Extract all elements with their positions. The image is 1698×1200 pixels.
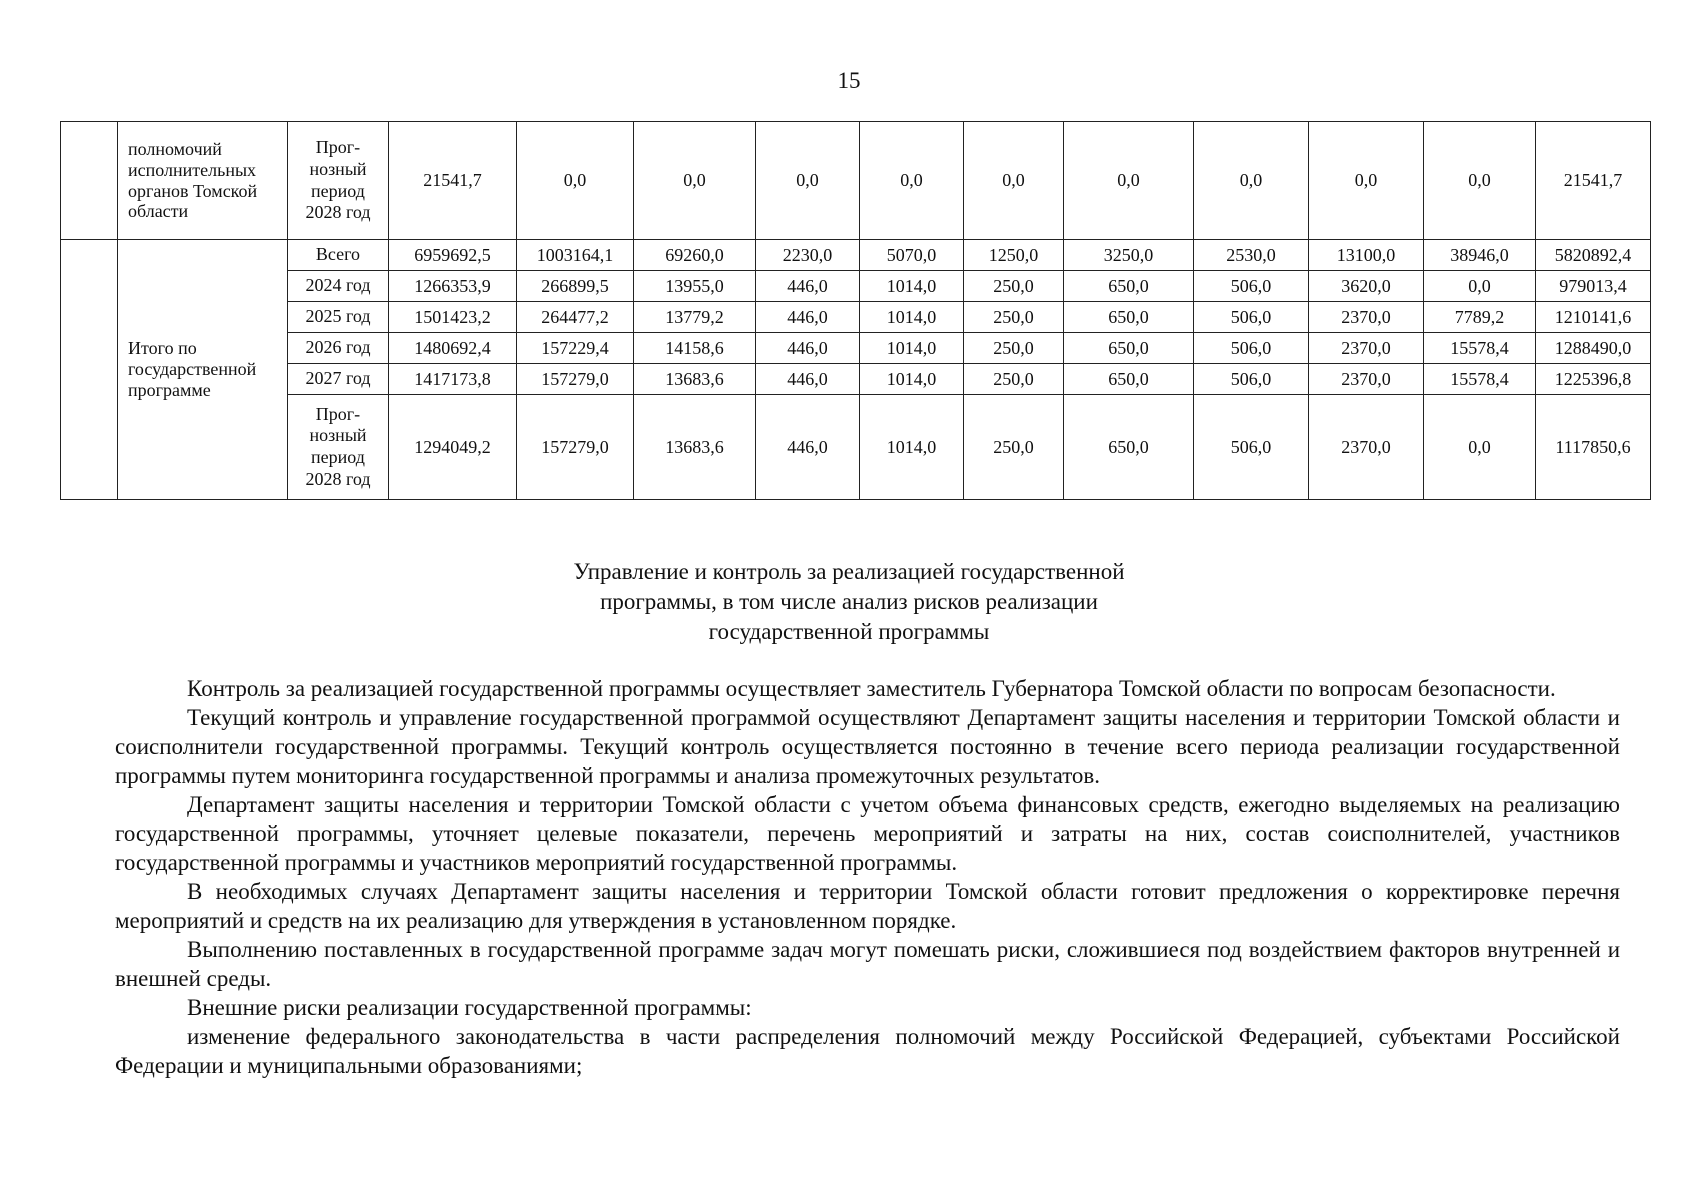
table-cell: 5820892,4	[1536, 240, 1651, 271]
table-cell: 446,0	[756, 364, 860, 395]
table-cell: 0,0	[1424, 395, 1536, 500]
paragraph: Департамент защиты населения и территории Томской области с учетом объема финансовых средств, ежегодно выделяемых на реализацию государственной программы, уточняет целевые показатели, перечень мероприятий и затраты на них, состав соисполнителей, участников государственной программы и участников мероприятий государственной программы.	[115, 792, 1620, 875]
table-cell: 0,0	[964, 122, 1064, 240]
table-cell: 15578,4	[1424, 364, 1536, 395]
table-cell: 446,0	[756, 333, 860, 364]
table-cell: 157229,4	[517, 333, 634, 364]
period-cell: Прог-нозный период 2028 год	[288, 395, 389, 500]
table-cell: 1294049,2	[389, 395, 517, 500]
table-cell: 650,0	[1064, 395, 1194, 500]
section-title	[0, 557, 1698, 647]
row-label: Итого по государственной программе	[118, 240, 288, 500]
table-cell: 1014,0	[860, 364, 964, 395]
table-cell: 3620,0	[1309, 271, 1424, 302]
table-cell: 650,0	[1064, 271, 1194, 302]
table-cell: 0,0	[634, 122, 756, 240]
table-cell: 69260,0	[634, 240, 756, 271]
table-cell: 0,0	[1424, 271, 1536, 302]
table-cell: 13683,6	[634, 364, 756, 395]
paragraph: Выполнению поставленных в государственной программе задач могут помешать риски, сложившиеся под воздействием факторов внутренней и внешней среды.	[115, 937, 1620, 991]
paragraph: В необходимых случаях Департамент защиты населения и территории Томской области готовит предложения о корректировке перечня мероприятий и средств на их реализацию для утверждения в установленном порядке.	[115, 879, 1620, 933]
paragraph: Контроль за реализацией государственной программы осуществляет заместитель Губернатора Томской области по вопросам безопасности.	[187, 676, 1556, 701]
table-cell: 1417173,8	[389, 364, 517, 395]
table-cell: 2370,0	[1309, 333, 1424, 364]
table-row	[61, 302, 1651, 333]
table-cell: 1480692,4	[389, 333, 517, 364]
table-cell: 250,0	[964, 395, 1064, 500]
table-cell: 446,0	[756, 271, 860, 302]
table-cell: 0,0	[1424, 122, 1536, 240]
table-cell: 5070,0	[860, 240, 964, 271]
table-cell: 1117850,6	[1536, 395, 1651, 500]
table-cell: 0,0	[1309, 122, 1424, 240]
table-cell: 0,0	[756, 122, 860, 240]
period-cell: 2026 год	[288, 333, 389, 364]
table-cell: 1014,0	[860, 395, 964, 500]
table-cell: 21541,7	[389, 122, 517, 240]
table-row	[61, 333, 1651, 364]
table-cell: 14158,6	[634, 333, 756, 364]
paragraph: Внешние риски реализации государственной программы:	[187, 995, 752, 1020]
table-cell: 506,0	[1194, 333, 1309, 364]
section-title-line: Управление и контроль за реализацией государственной	[573, 559, 1125, 584]
table-cell: 506,0	[1194, 364, 1309, 395]
table-row	[61, 364, 1651, 395]
table-cell: 250,0	[964, 333, 1064, 364]
table-cell: 2230,0	[756, 240, 860, 271]
body-text	[115, 674, 1620, 1080]
period-cell: Всего	[288, 240, 389, 271]
section-title-line: программы, в том числе анализ рисков реализации	[600, 589, 1098, 614]
table-cell: 13955,0	[634, 271, 756, 302]
page-number: 15	[837, 68, 861, 93]
period-cell: 2025 год	[288, 302, 389, 333]
table-cell: 21541,7	[1536, 122, 1651, 240]
table-cell: 157279,0	[517, 395, 634, 500]
table-cell: 650,0	[1064, 302, 1194, 333]
table-cell: 2370,0	[1309, 302, 1424, 333]
table-cell: 250,0	[964, 364, 1064, 395]
table-cell: 1014,0	[860, 302, 964, 333]
table-row	[61, 240, 1651, 271]
table-cell: 0,0	[1194, 122, 1309, 240]
table-cell: 1014,0	[860, 333, 964, 364]
table-cell: 506,0	[1194, 395, 1309, 500]
table-cell: 0,0	[860, 122, 964, 240]
table-cell: 250,0	[964, 302, 1064, 333]
table-cell: 0,0	[517, 122, 634, 240]
table-cell: 2370,0	[1309, 364, 1424, 395]
table-cell: 266899,5	[517, 271, 634, 302]
table-cell: 7789,2	[1424, 302, 1536, 333]
table-cell: 250,0	[964, 271, 1064, 302]
table-cell: 506,0	[1194, 271, 1309, 302]
table-cell: 1501423,2	[389, 302, 517, 333]
financing-table	[60, 121, 1651, 500]
table-cell: 264477,2	[517, 302, 634, 333]
table-cell: 2530,0	[1194, 240, 1309, 271]
paragraph: Текущий контроль и управление государственной программой осуществляют Департамент защиты населения и территории Томской области и соисполнители государственной программы. Текущий контроль осуществляется постоянно в течение всего периода реализации государственной программы путем мониторинга государственной программы и анализа промежуточных результатов.	[115, 705, 1620, 788]
table-cell: 3250,0	[1064, 240, 1194, 271]
table-cell: 13683,6	[634, 395, 756, 500]
table-cell: 15578,4	[1424, 333, 1536, 364]
table-cell: 1266353,9	[389, 271, 517, 302]
table-cell: 446,0	[756, 395, 860, 500]
period-cell: 2027 год	[288, 364, 389, 395]
table-cell-empty	[61, 240, 118, 500]
table-cell: 157279,0	[517, 364, 634, 395]
table-cell: 2370,0	[1309, 395, 1424, 500]
table-cell: 1210141,6	[1536, 302, 1651, 333]
table-cell: 6959692,5	[389, 240, 517, 271]
table-cell: 506,0	[1194, 302, 1309, 333]
table-cell: 1014,0	[860, 271, 964, 302]
table-cell: 650,0	[1064, 333, 1194, 364]
period-cell: 2024 год	[288, 271, 389, 302]
paragraph: изменение федерального законодательства в части распределения полномочий между Российской Федерацией, субъектами Российской Федерации и муниципальными образованиями;	[115, 1024, 1620, 1078]
table-cell: 38946,0	[1424, 240, 1536, 271]
table-cell: 1225396,8	[1536, 364, 1651, 395]
table-cell: 446,0	[756, 302, 860, 333]
section-title-line: государственной программы	[708, 619, 990, 644]
table-row	[61, 395, 1651, 500]
table-row	[61, 271, 1651, 302]
table-cell: 979013,4	[1536, 271, 1651, 302]
table-row	[61, 122, 1651, 240]
table-cell: 1003164,1	[517, 240, 634, 271]
row-label: полномочий исполнительных органов Томской области	[118, 122, 288, 240]
table-cell: 1288490,0	[1536, 333, 1651, 364]
table-cell: 1250,0	[964, 240, 1064, 271]
table-cell: 13100,0	[1309, 240, 1424, 271]
table-cell: 650,0	[1064, 364, 1194, 395]
table-cell-empty	[61, 122, 118, 240]
table-cell: 13779,2	[634, 302, 756, 333]
period-cell: Прог-нозный период 2028 год	[288, 122, 389, 240]
table-cell: 0,0	[1064, 122, 1194, 240]
